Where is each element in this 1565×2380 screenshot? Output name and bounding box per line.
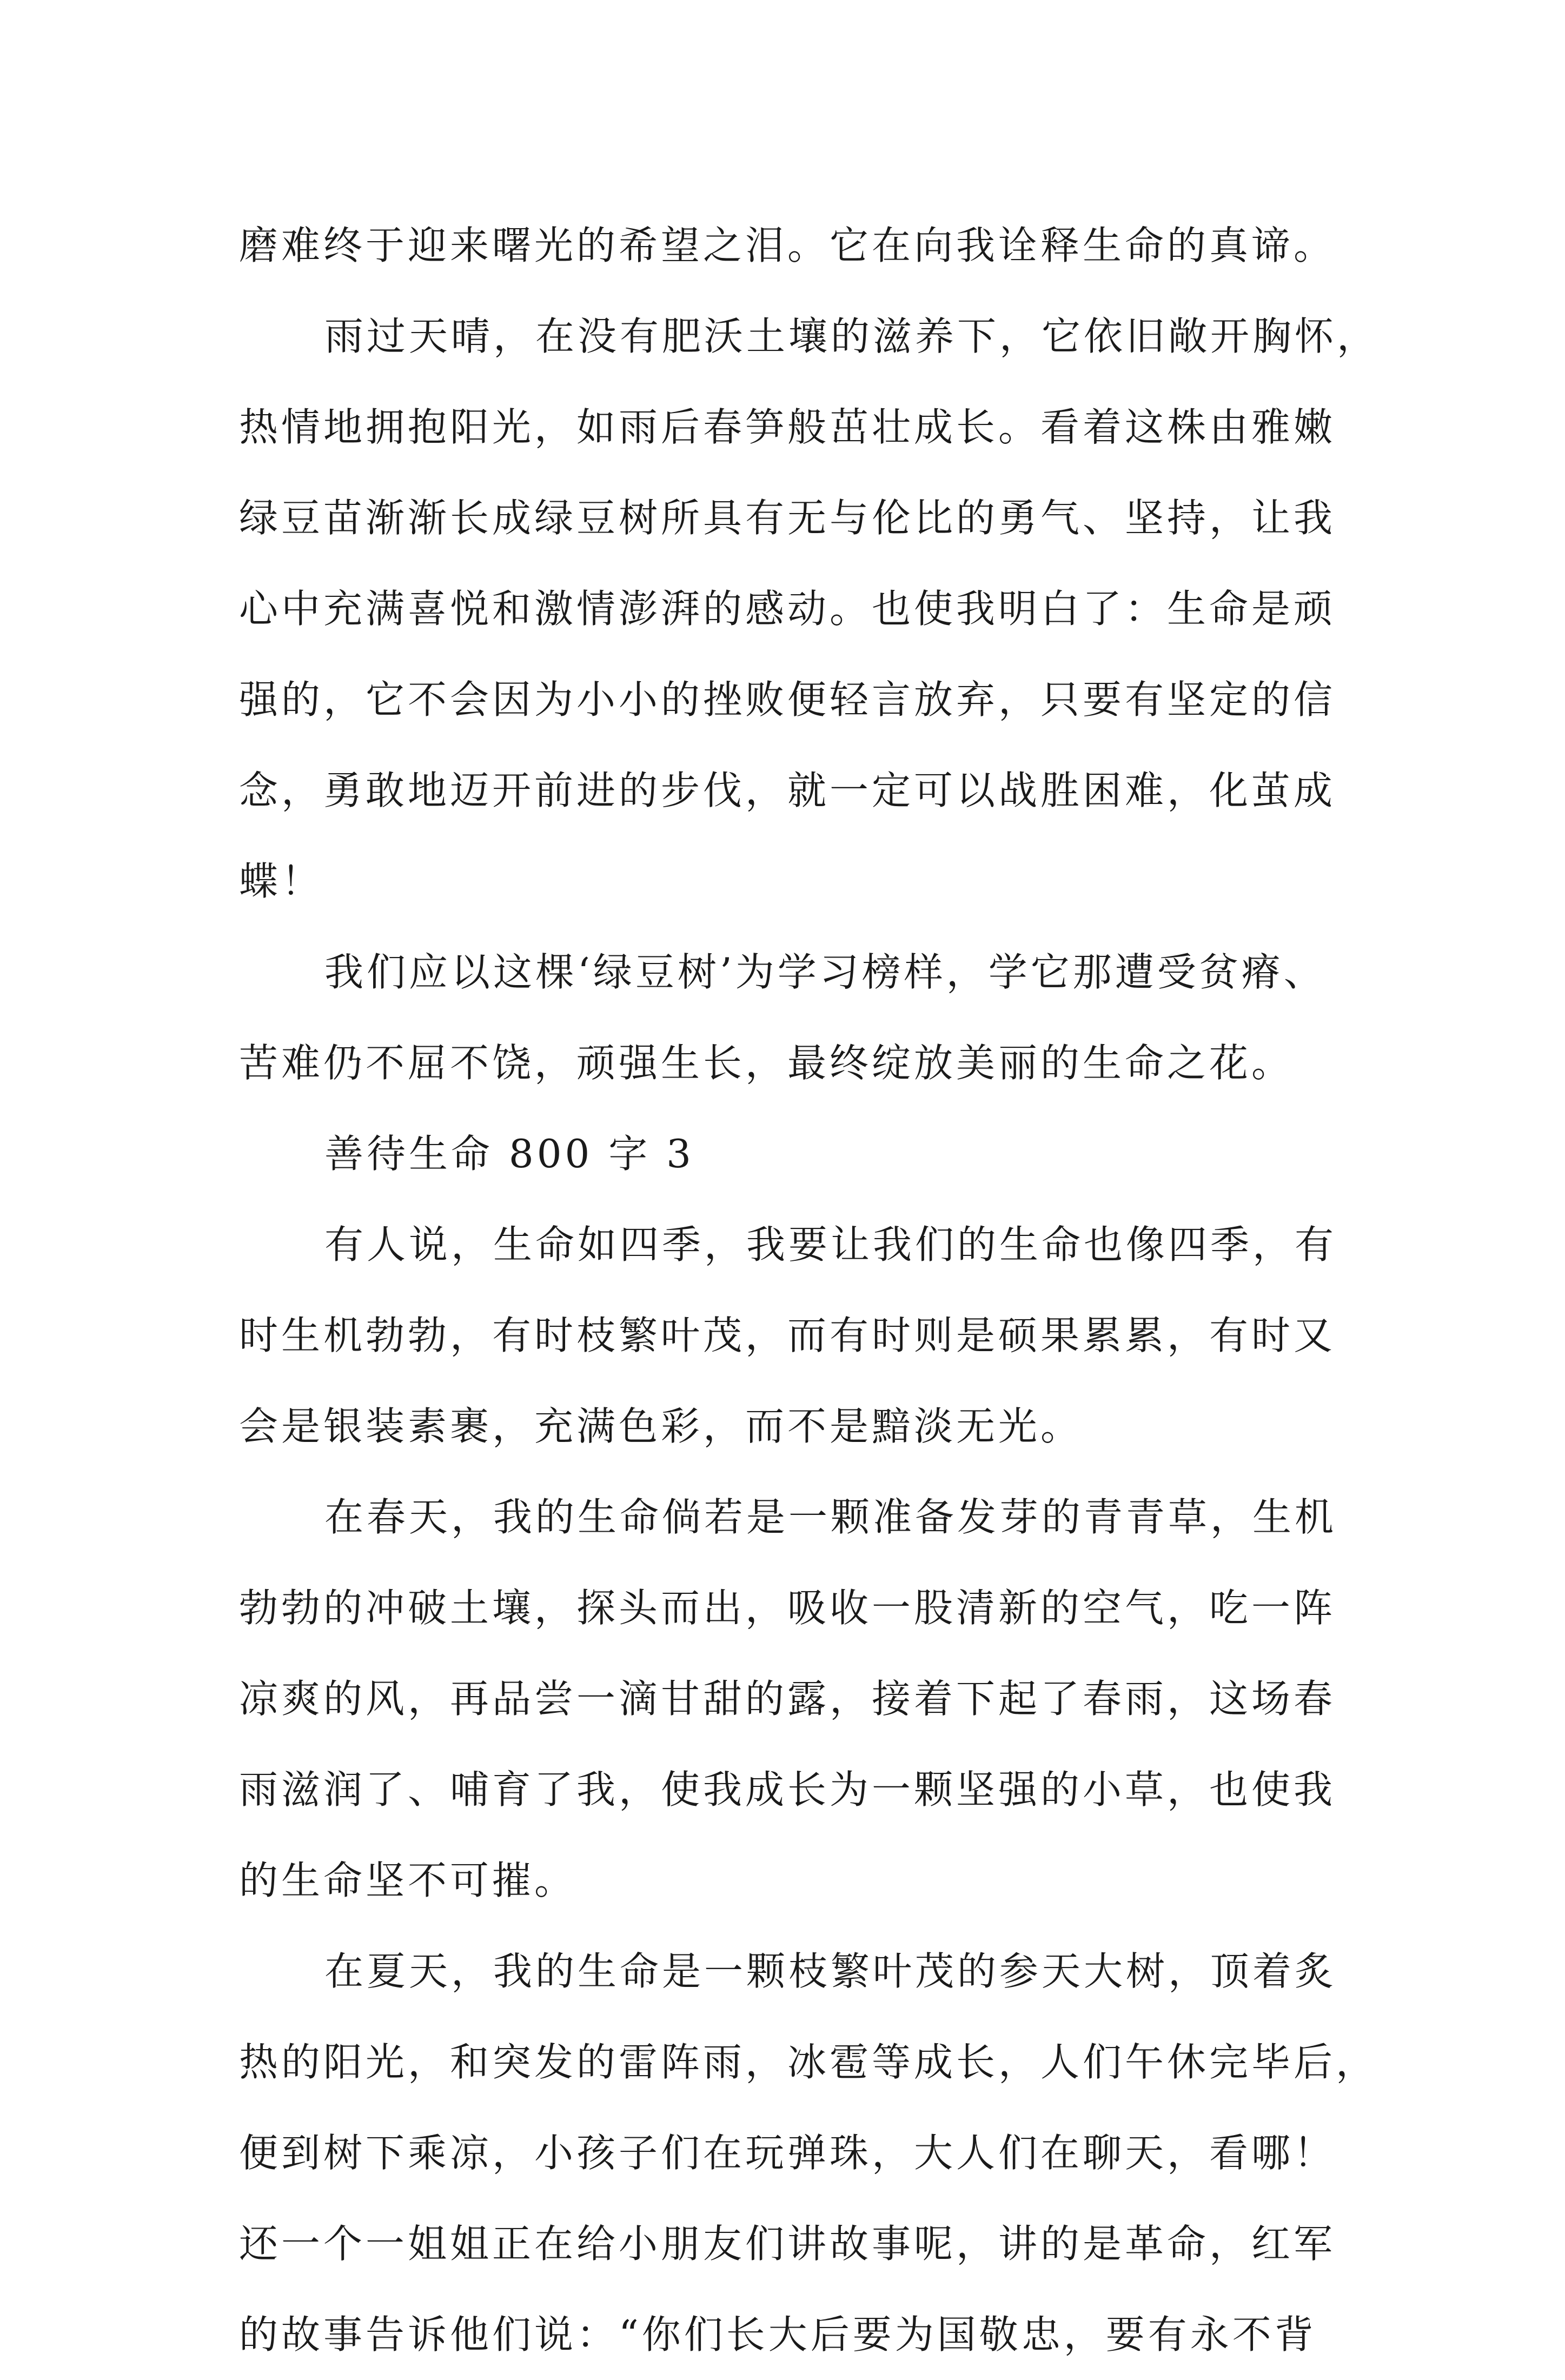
text-line: 强的，它不会因为小小的挫败便轻言放弃，只要有坚定的信 xyxy=(239,677,1336,722)
text-line: 雨滋润了、哺育了我，使我成长为一颗坚强的小草，也使我 xyxy=(239,1767,1336,1812)
text-line: 便到树下乘凉，小孩子们在玩弹珠，大人们在聊天，看哪！ xyxy=(239,2130,1336,2176)
text-line: 雨过天晴，在没有肥沃土壤的滋养下，它依旧敞开胸怀， xyxy=(324,314,1380,359)
text-line: 绿豆苗渐渐长成绿豆树所具有无与伦比的勇气、坚持，让我 xyxy=(239,495,1336,541)
text-line: 我们应以这棵‘绿豆树’为学习榜样，学它那遭受贫瘠、 xyxy=(324,949,1326,995)
text-line: 还一个一姐姐正在给小朋友们讲故事呢，讲的是革命，红军 xyxy=(239,2221,1336,2266)
text-line: 热的阳光，和突发的雷阵雨，冰雹等成长，人们午休完毕后， xyxy=(239,2039,1378,2085)
text-line: 念，勇敢地迈开前进的步伐，就一定可以战胜困难，化茧成 xyxy=(239,768,1336,813)
text-line: 磨难终于迎来曙光的希望之泪。它在向我诠释生命的真谛。 xyxy=(239,223,1336,268)
text-line: 会是银装素裹，充满色彩，而不是黯淡无光。 xyxy=(239,1404,1083,1449)
text-line: 时生机勃勃，有时枝繁叶茂，而有时则是硕果累累，有时又 xyxy=(239,1313,1336,1358)
text-line: 心中充满喜悦和激情澎湃的感动。也使我明白了：生命是顽 xyxy=(239,586,1336,631)
text-line: 勃勃的冲破土壤，探头而出，吸收一股清新的空气，吃一阵 xyxy=(239,1585,1336,1631)
text-line: 有人说，生命如四季，我要让我们的生命也像四季，有 xyxy=(324,1222,1337,1267)
text-line: 的生命坚不可摧。 xyxy=(239,1858,577,1903)
section-heading: 善待生命 800 字 3 xyxy=(324,1131,694,1176)
text-line: 的故事告诉他们说：“你们长大后要为国敬忠，要有永不背 xyxy=(239,2312,1317,2357)
text-line: 在春天，我的生命倘若是一颗准备发芽的青青草，生机 xyxy=(324,1494,1337,1540)
text-line: 热情地拥抱阳光，如雨后春笋般茁壮成长。看着这株由雅嫩 xyxy=(239,404,1336,450)
text-line: 在夏天，我的生命是一颗枝繁叶茂的参天大树，顶着炙 xyxy=(324,1949,1337,1994)
document-page xyxy=(239,200,1380,2380)
text-line: 凉爽的风，再品尝一滴甘甜的露，接着下起了春雨，这场春 xyxy=(239,1676,1336,1721)
text-line: 蝶！ xyxy=(239,859,324,904)
text-line: 苦难仍不屈不饶，顽强生长，最终绽放美丽的生命之花。 xyxy=(239,1040,1294,1086)
